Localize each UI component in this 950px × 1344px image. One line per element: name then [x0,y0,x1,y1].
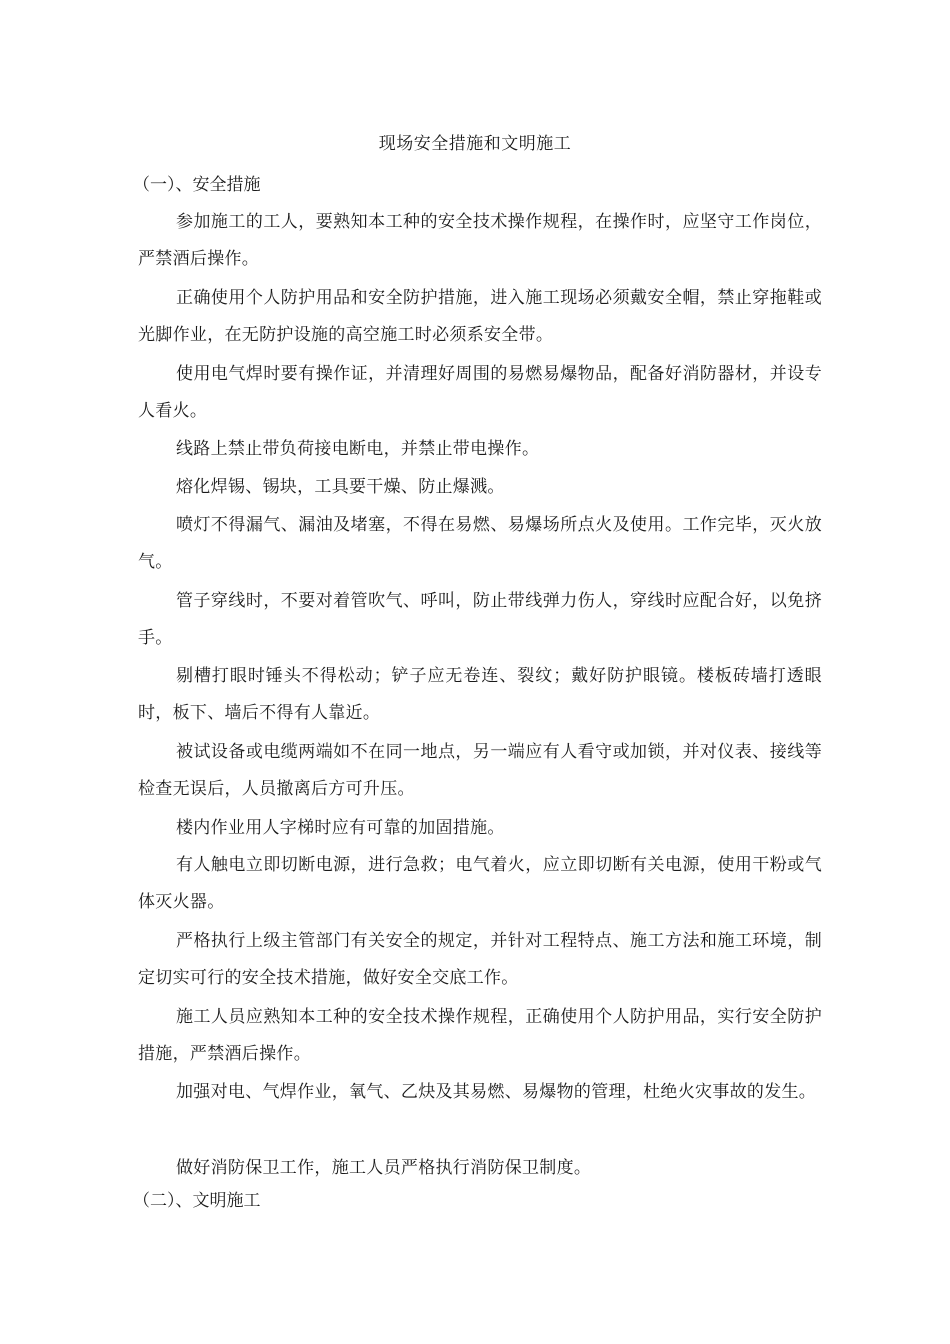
paragraph: 熔化焊锡、锡块，工具要干燥、防止爆溅。 [176,477,505,497]
document-title: 现场安全措施和文明施工 [378,134,572,154]
section-heading-civilized-construction: （二）、文明施工 [133,1191,261,1211]
paragraph: 做好消防保卫工作，施工人员严格执行消防保卫制度。 [176,1158,592,1178]
paragraph: 严格执行上级主管部门有关安全的规定，并针对工程特点、施工方法和施工环境，制定切实可行的安全技术措施，做好安全交底工作。 [138,931,822,988]
paragraph: 线路上禁止带负荷接电断电，并禁止带电操作。 [176,439,540,459]
section-heading-safety: （一）、安全措施 [133,175,261,195]
paragraph: 施工人员应熟知本工种的安全技术操作规程，正确使用个人防护用品，实行安全防护措施，严禁酒后操作。 [138,1007,822,1064]
paragraph: 使用电气焊时要有操作证，并清理好周围的易燃易爆物品，配备好消防器材，并设专人看火。 [138,364,822,421]
paragraph: 加强对电、气焊作业，氧气、乙炔及其易燃、易爆物的管理，杜绝火灾事故的发生。 [176,1082,817,1102]
paragraph: 正确使用个人防护用品和安全防护措施，进入施工现场必须戴安全帽，禁止穿拖鞋或光脚作业，在无防护设施的高空施工时必须系安全带。 [138,288,822,345]
paragraph: 有人触电立即切断电源，进行急救；电气着火，应立即切断有关电源，使用干粉或气体灭火器。 [138,855,822,912]
paragraph: 楼内作业用人字梯时应有可靠的加固措施。 [176,818,505,838]
paragraph: 被试设备或电缆两端如不在同一地点，另一端应有人看守或加锁，并对仪表、接线等检查无误后，人员撤离后方可升压。 [138,742,822,799]
paragraph: 管子穿线时，不要对着管吹气、呼叫，防止带线弹力伤人，穿线时应配合好，以免挤手。 [138,591,822,648]
paragraph: 参加施工的工人，要熟知本工种的安全技术操作规程，在操作时，应坚守工作岗位，严禁酒后操作。 [138,212,822,269]
paragraph: 喷灯不得漏气、漏油及堵塞，不得在易燃、易爆场所点火及使用。工作完毕，灭火放气。 [138,515,822,572]
paragraph: 剔槽打眼时锤头不得松动；铲子应无卷连、裂纹；戴好防护眼镜。楼板砖墙打透眼时，板下、墙后不得有人靠近。 [138,666,822,723]
